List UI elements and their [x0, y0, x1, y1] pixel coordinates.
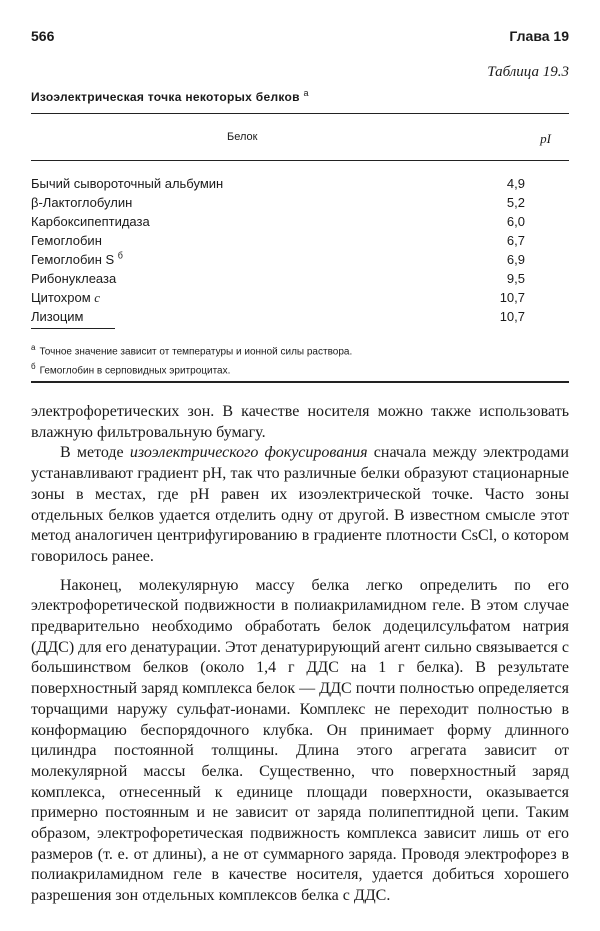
- paragraph: электрофоретических зон. В качестве носителя можно также использовать влажную фильтровальную бумагу.: [31, 403, 569, 441]
- protein-name-text: Цитохром: [31, 290, 95, 305]
- footnote: [31, 340, 352, 359]
- protein-name: [31, 250, 123, 269]
- pi-value: 6,9: [506, 252, 525, 267]
- footnote-mark: а: [31, 343, 36, 352]
- table-footnotes: [31, 340, 352, 379]
- protein-name-italic: c: [94, 290, 101, 305]
- footnote-mark: б: [117, 250, 123, 261]
- pi-value: 4,9: [506, 176, 525, 191]
- protein-name: [31, 174, 223, 193]
- protein-name-text: β-Лактоглобулин: [31, 195, 133, 210]
- protein-name-text: Гемоглобин: [31, 233, 102, 248]
- footnote: [31, 359, 352, 378]
- footnote-text: Гемоглобин в серповидных эритроцитах.: [39, 365, 231, 377]
- column-header-protein: Белок: [227, 131, 258, 143]
- pi-value: 9,5: [506, 271, 525, 286]
- chapter-label: Глава 19: [509, 28, 569, 44]
- protein-name: [31, 307, 83, 326]
- pi-value: 10,7: [499, 309, 525, 324]
- paragraph-text: В методе: [60, 444, 130, 462]
- table-row: [31, 193, 569, 212]
- protein-name-text: Карбоксипептидаза: [31, 214, 150, 229]
- protein-name-text: Рибонуклеаза: [31, 271, 117, 286]
- pi-value: 10,7: [499, 290, 525, 305]
- column-header-pi: pI: [540, 131, 551, 146]
- running-head: [31, 28, 569, 48]
- paragraph: [31, 443, 569, 567]
- protein-name: [31, 231, 102, 250]
- protein-name: [31, 269, 116, 288]
- footnote-text: Точное значение зависит от температуры и ионной силы раствора.: [39, 346, 353, 358]
- table-number: Таблица 19.3: [487, 64, 569, 80]
- table-row: [31, 269, 569, 288]
- emphasized-term: изоэлектрического фокусирования: [129, 444, 368, 462]
- table-row: [31, 174, 569, 193]
- pi-value: 6,0: [506, 214, 525, 229]
- table-title-text: Изоэлектрическая точка некоторых белков: [31, 90, 300, 104]
- pi-value: 6,7: [506, 233, 525, 248]
- protein-name: [31, 193, 132, 212]
- protein-name-text: Лизоцим: [31, 309, 84, 324]
- footnote-mark: б: [31, 362, 36, 372]
- table-row: [31, 307, 569, 326]
- table-title-footnote-mark: а: [303, 88, 309, 98]
- table-top-rule: [31, 113, 569, 114]
- protein-name-text: Гемоглобин S: [31, 252, 115, 267]
- protein-name: [31, 212, 150, 231]
- table-row: [31, 250, 569, 269]
- table-body: [31, 174, 569, 326]
- page-number: 566: [31, 28, 55, 44]
- paragraph: Наконец, молекулярную массу белка легко определить по его электрофоретической подвижности в полиакриламидном геле. В этом случае предварительно необходимо обработать белок додецилсульфатом натрия (ДДС) для его денатурации. Этот денатурирующий агент сильно связывается с большинством белков (около 1,4 г ДДС на 1 г белка). В результате поверхностный заряд комплекса белок — ДДС почти полностью определяется торчащими наружу сульфат-ионами. Комплекс не переходит полностью в конформацию беспорядочного клубка. Он принимает форму длинного цилиндра постоянной толщины. Длина этого агрегата зависит от молекулярной массы белка. Существенно, что поверхностный заряд комплекса, отнесенный к единице площади поверхности, оказывается примерно постоянным и не зависит от заряда полипептидной цепи. Таким образом, электрофоретическая подвижность комплекса зависит лишь от его размеров (т. е. от длины), а не от суммарного заряда. Проводя электрофорез в полиакриламидном геле в качестве носителя, удается добиться хорошего разрешения зон отдельных комплексов белка с ДДС.: [31, 576, 569, 905]
- table-row: [31, 288, 569, 307]
- footnote-rule: [31, 328, 115, 329]
- table-row: [31, 231, 569, 250]
- table-bottom-rule: [31, 381, 569, 383]
- table-row: [31, 212, 569, 231]
- paragraph-text: сначала между электродами устанавливают градиент pH, так что различные белки образуют стационарные зоны в местах, где pH равен их изоэлектрической точке. Часто зоны отдельных белков удается отделить одну от другой. В известном смысле этот метод аналогичен центрифугированию в градиенте плотности CsCl, о котором говорилось ранее.: [31, 444, 569, 565]
- table-header-rule: [31, 160, 569, 161]
- pi-value: 5,2: [506, 195, 525, 210]
- protein-name-text: Бычий сывороточный альбумин: [31, 176, 224, 191]
- body-text: [31, 402, 569, 907]
- protein-name: [31, 288, 100, 307]
- table-title: [31, 88, 309, 104]
